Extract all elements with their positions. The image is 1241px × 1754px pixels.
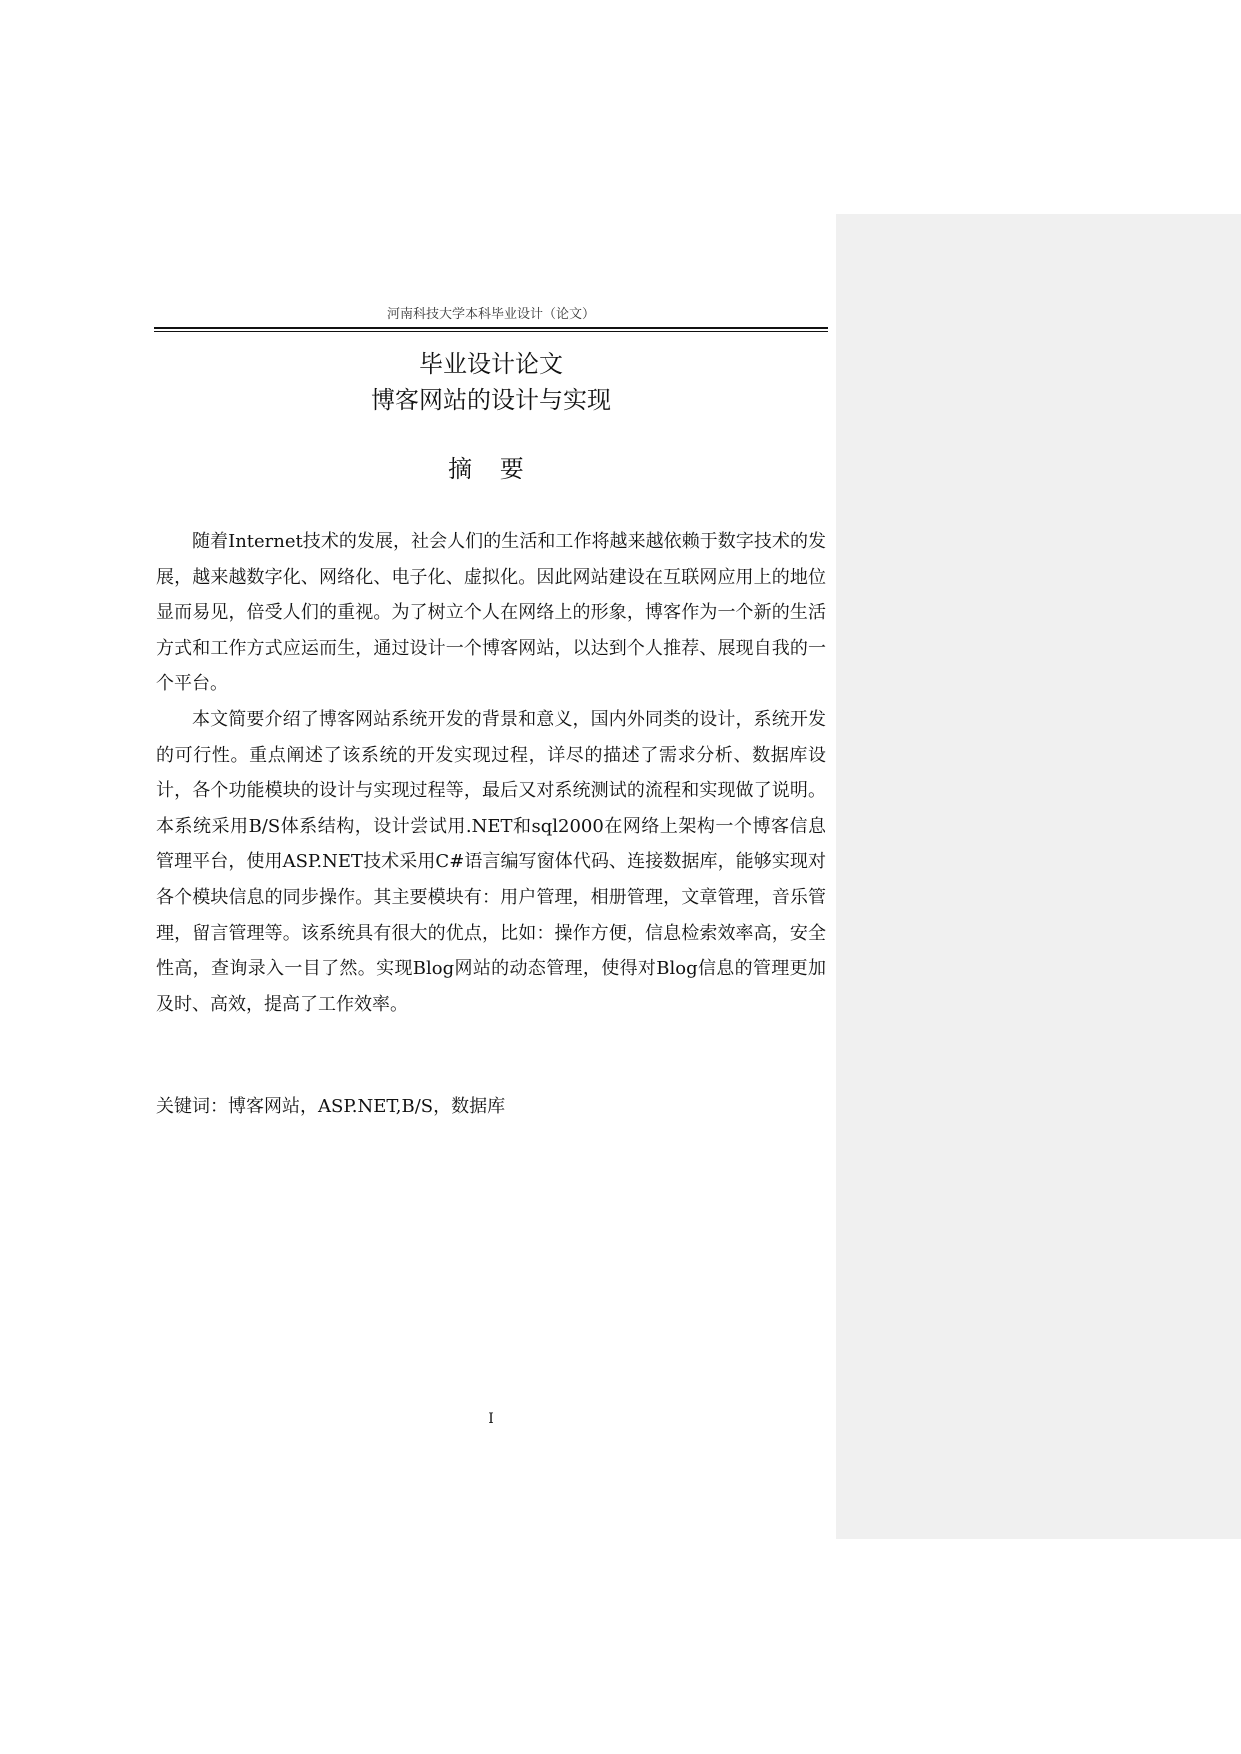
- abstract-paragraph-1: 随着Internet技术的发展，社会人们的生活和工作将越来越依赖于数字技术的发展，越来越数字化、网络化、电子化、虚拟化。因此网站建设在互联网应用上的地位显而易见，倍受人们的重视。为了树立个人在网络上的形象，博客作为一个新的生活方式和工作方式应运而生，通过设计一个博客网站，以达到个人推荐、展现自我的一个平台。: [156, 531, 826, 695]
- header-rule: [154, 327, 828, 329]
- abstract-paragraph-2: 本文简要介绍了博客网站系统开发的背景和意义，国内外同类的设计，系统开发的可行性。重点阐述了该系统的开发实现过程，详尽的描述了需求分析、数据库设计，各个功能模块的设计与实现过程等，最后又对系统测试的流程和实现做了说明。本系统采用B/S体系结构，设计尝试用.NET和sql2000在网络上架构一个博客信息管理平台，使用ASP.NET技术采用C#语言编写窗体代码、连接数据库，能够实现对各个模块信息的同步操作。其主要模块有：用户管理，相册管理，文章管理，音乐管理，留言管理等。该系统具有很大的优点，比如：操作方便，信息检索效率高，安全性高，查询录入一目了然。实现Blog网站的动态管理，使得对Blog信息的管理更加及时、高效，提高了工作效率。: [156, 708, 826, 1015]
- comment-pane: [836, 214, 1241, 1539]
- page-header: 河南科技大学本科毕业设计（论文）: [386, 307, 595, 322]
- keywords-value: 博客网站，ASP.NET,B/S，数据库: [228, 1096, 506, 1117]
- document-title: 毕业设计论文: [419, 350, 563, 378]
- keywords-label: 关键词：: [156, 1096, 228, 1117]
- abstract-heading: 摘 要: [448, 455, 534, 483]
- abstract-body: [156, 524, 826, 1022]
- header-rule-thin: [154, 331, 828, 332]
- keywords: [156, 1090, 826, 1124]
- page-number: I: [488, 1411, 494, 1427]
- document-subtitle: 博客网站的设计与实现: [371, 386, 611, 414]
